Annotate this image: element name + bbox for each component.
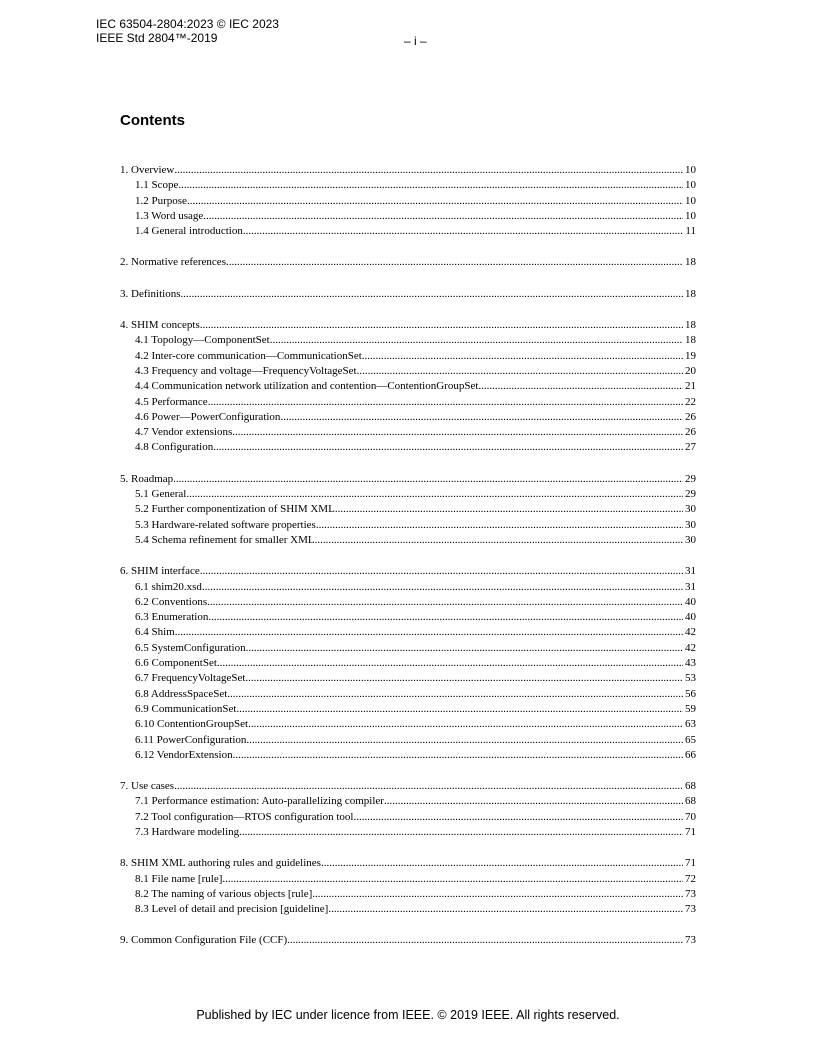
toc-entry-page: 42 bbox=[685, 626, 696, 639]
toc-entry-label: 6. SHIM interface bbox=[120, 565, 200, 578]
toc-entry-label: 6.3 Enumeration bbox=[135, 611, 209, 624]
toc-entry-label: 6.1 shim20.xsd bbox=[135, 580, 202, 593]
toc-entry[interactable] bbox=[120, 209, 696, 224]
toc-entry-label: 4.2 Inter-core communication—CommunicationSet bbox=[135, 349, 362, 362]
toc-entry[interactable] bbox=[120, 472, 696, 487]
toc-leader-dots bbox=[200, 564, 683, 579]
toc-entry-page: 21 bbox=[685, 380, 696, 393]
toc-leader-dots bbox=[246, 733, 683, 748]
toc-entry-label: 6.12 VendorExtension bbox=[135, 748, 233, 761]
toc-leader-dots bbox=[181, 287, 684, 302]
toc-leader-dots bbox=[236, 702, 683, 717]
toc-leader-dots bbox=[233, 748, 683, 763]
toc-entry-label: 6.10 ContentionGroupSet bbox=[135, 718, 249, 731]
toc-entry-page: 73 bbox=[685, 887, 696, 900]
toc-leader-dots bbox=[316, 518, 683, 533]
toc-entry[interactable] bbox=[120, 856, 696, 871]
toc-entry[interactable] bbox=[120, 595, 696, 610]
toc-entry-label: 4. SHIM concepts bbox=[120, 319, 200, 332]
toc-entry-label: 6.4 Shim bbox=[135, 626, 175, 639]
toc-entry-label: 3. Definitions bbox=[120, 287, 181, 300]
toc-entry-page: 18 bbox=[685, 319, 696, 332]
toc-entry[interactable] bbox=[120, 702, 696, 717]
toc-entry-label: 7.2 Tool configuration—RTOS configuration tool bbox=[135, 810, 354, 823]
toc-entry-page: 30 bbox=[685, 503, 696, 516]
toc-entry[interactable] bbox=[120, 502, 696, 517]
page-number: – i – bbox=[404, 34, 427, 48]
toc-leader-dots bbox=[287, 933, 683, 948]
toc-entry-label: 1.2 Purpose bbox=[135, 194, 187, 207]
page-title: Contents bbox=[120, 112, 185, 129]
toc-entry-label: 4.4 Communication network utilization and contention—ContentionGroupSet bbox=[135, 380, 479, 393]
toc-entry[interactable] bbox=[120, 255, 696, 270]
toc-leader-dots bbox=[174, 163, 683, 178]
toc-entry-label: 6.5 SystemConfiguration bbox=[135, 641, 246, 654]
toc-leader-dots bbox=[315, 533, 683, 548]
toc-leader-dots bbox=[280, 410, 683, 425]
toc-entry-page: 11 bbox=[685, 225, 696, 238]
toc-entry[interactable] bbox=[120, 224, 696, 239]
toc-entry[interactable] bbox=[120, 518, 696, 533]
toc-entry[interactable] bbox=[120, 440, 696, 455]
toc-entry-page: 56 bbox=[685, 687, 696, 700]
toc-entry-page: 68 bbox=[685, 795, 696, 808]
toc-entry-page: 26 bbox=[685, 410, 696, 423]
toc-entry[interactable] bbox=[120, 364, 696, 379]
toc-entry-label: 4.3 Frequency and voltage—FrequencyVoltageSet bbox=[135, 364, 357, 377]
toc-leader-dots bbox=[175, 625, 683, 640]
toc-entry-label: 7.3 Hardware modeling bbox=[135, 825, 240, 838]
toc-entry-page: 65 bbox=[685, 733, 696, 746]
toc-entry-label: 5.2 Further componentization of SHIM XML bbox=[135, 503, 335, 516]
toc-entry[interactable] bbox=[120, 656, 696, 671]
page-footer: Published by IEC under licence from IEEE. © 2019 IEEE. All rights reserved. bbox=[196, 1008, 620, 1022]
toc-leader-dots bbox=[203, 209, 683, 224]
toc-entry-label: 4.6 Power—PowerConfiguration bbox=[135, 410, 281, 423]
toc-entry[interactable] bbox=[120, 379, 696, 394]
toc-entry-page: 43 bbox=[685, 657, 696, 670]
toc-entry-label: 1. Overview bbox=[120, 164, 175, 176]
toc-entry-label: 8.3 Level of detail and precision [guideline] bbox=[135, 903, 329, 916]
toc-entry-label: 6.6 ComponentSet bbox=[135, 657, 217, 670]
toc-entry-page: 68 bbox=[685, 780, 696, 793]
toc-entry-page: 29 bbox=[685, 472, 696, 485]
toc-entry-page: 71 bbox=[685, 857, 696, 870]
toc-entry-page: 42 bbox=[685, 641, 696, 654]
toc-entry[interactable] bbox=[120, 318, 696, 333]
toc-entry-page: 59 bbox=[685, 702, 696, 715]
toc-entry[interactable] bbox=[120, 748, 696, 763]
toc-entry-page: 30 bbox=[685, 518, 696, 531]
toc-leader-dots bbox=[232, 425, 683, 440]
toc-entry-label: 1.3 Word usage bbox=[135, 209, 204, 222]
toc-leader-dots bbox=[174, 779, 683, 794]
toc-entry-label: 8.2 The naming of various objects [rule] bbox=[135, 887, 313, 900]
toc-entry-label: 4.7 Vendor extensions bbox=[135, 426, 233, 439]
toc-leader-dots bbox=[227, 687, 683, 702]
toc-leader-dots bbox=[173, 472, 683, 487]
toc-leader-dots bbox=[207, 595, 683, 610]
table-of-contents bbox=[120, 163, 696, 965]
toc-entry-label: 1.1 Scope bbox=[135, 179, 179, 192]
toc-leader-dots bbox=[384, 794, 683, 809]
toc-entry-label: 8.1 File name [rule] bbox=[135, 872, 223, 885]
page-header bbox=[96, 17, 279, 45]
header-standard-ieee: IEEE Std 2804™-2019 bbox=[96, 31, 218, 45]
toc-entry-page: 40 bbox=[685, 595, 696, 608]
toc-entry[interactable] bbox=[120, 687, 696, 702]
toc-entry-label: 2. Normative references bbox=[120, 256, 226, 269]
toc-entry-label: 6.11 PowerConfiguration bbox=[135, 733, 247, 746]
toc-entry-page: 10 bbox=[685, 194, 696, 207]
toc-entry-page: 27 bbox=[685, 441, 696, 454]
toc-entry[interactable] bbox=[120, 625, 696, 640]
toc-leader-dots bbox=[478, 379, 683, 394]
toc-entry-page: 26 bbox=[685, 426, 696, 439]
toc-section bbox=[120, 287, 696, 302]
toc-entry-page: 71 bbox=[685, 825, 696, 838]
toc-entry-label: 7.1 Performance estimation: Auto-parallelizing compiler bbox=[135, 795, 384, 808]
toc-entry[interactable] bbox=[120, 194, 696, 209]
toc-entry-page: 72 bbox=[685, 872, 696, 885]
toc-leader-dots bbox=[312, 887, 683, 902]
toc-leader-dots bbox=[186, 487, 683, 502]
header-standard-iec: IEC 63504-2804:2023 © IEC 2023 bbox=[96, 17, 279, 31]
toc-entry[interactable] bbox=[120, 425, 696, 440]
toc-section bbox=[120, 472, 696, 548]
toc-entry-page: 73 bbox=[685, 903, 696, 916]
toc-entry-label: 4.5 Performance bbox=[135, 395, 208, 408]
toc-entry[interactable] bbox=[120, 887, 696, 902]
toc-entry-page: 63 bbox=[685, 718, 696, 731]
toc-entry-page: 18 bbox=[685, 256, 696, 269]
toc-entry[interactable] bbox=[120, 610, 696, 625]
toc-leader-dots bbox=[362, 349, 683, 364]
toc-leader-dots bbox=[200, 318, 683, 333]
toc-section bbox=[120, 318, 696, 456]
toc-entry-label: 5.1 General bbox=[135, 488, 187, 501]
toc-entry[interactable] bbox=[120, 810, 696, 825]
toc-leader-dots bbox=[202, 580, 683, 595]
toc-leader-dots bbox=[248, 717, 683, 732]
toc-leader-dots bbox=[178, 178, 683, 193]
toc-leader-dots bbox=[226, 255, 683, 270]
toc-entry-page: 31 bbox=[685, 580, 696, 593]
toc-entry[interactable] bbox=[120, 178, 696, 193]
toc-entry[interactable] bbox=[120, 564, 696, 579]
toc-entry[interactable] bbox=[120, 671, 696, 686]
toc-entry[interactable] bbox=[120, 902, 696, 917]
toc-entry-label: 5.4 Schema refinement for smaller XML bbox=[135, 533, 315, 546]
toc-section bbox=[120, 163, 696, 239]
toc-entry-label: 5. Roadmap bbox=[120, 472, 174, 485]
toc-leader-dots bbox=[243, 224, 684, 239]
toc-leader-dots bbox=[321, 856, 683, 871]
toc-leader-dots bbox=[357, 364, 683, 379]
toc-entry[interactable] bbox=[120, 580, 696, 595]
toc-entry-label: 6.9 CommunicationSet bbox=[135, 702, 237, 715]
toc-entry-page: 31 bbox=[685, 565, 696, 578]
toc-entry-page: 30 bbox=[685, 533, 696, 546]
toc-leader-dots bbox=[353, 810, 683, 825]
toc-entry-page: 66 bbox=[685, 748, 696, 761]
toc-entry-page: 18 bbox=[685, 334, 696, 347]
toc-entry-page: 20 bbox=[685, 364, 696, 377]
toc-section bbox=[120, 255, 696, 270]
toc-entry[interactable] bbox=[120, 641, 696, 656]
toc-leader-dots bbox=[239, 825, 683, 840]
toc-leader-dots bbox=[270, 333, 683, 348]
toc-entry-page: 22 bbox=[685, 395, 696, 408]
toc-entry[interactable] bbox=[120, 349, 696, 364]
toc-entry[interactable] bbox=[120, 825, 696, 840]
toc-entry-label: 7. Use cases bbox=[120, 780, 175, 793]
toc-entry[interactable] bbox=[120, 779, 696, 794]
toc-entry-page: 73 bbox=[685, 934, 696, 947]
toc-leader-dots bbox=[335, 502, 683, 517]
toc-entry-label: 6.8 AddressSpaceSet bbox=[135, 687, 228, 700]
toc-entry-label: 6.7 FrequencyVoltageSet bbox=[135, 672, 246, 685]
toc-entry-page: 10 bbox=[685, 179, 696, 192]
toc-entry-label: 4.1 Topology—ComponentSet bbox=[135, 334, 270, 347]
toc-entry-page: 70 bbox=[685, 810, 696, 823]
toc-entry[interactable] bbox=[120, 794, 696, 809]
toc-entry-label: 1.4 General introduction bbox=[135, 225, 243, 238]
toc-entry-label: 6.2 Conventions bbox=[135, 595, 208, 608]
toc-entry-page: 10 bbox=[685, 164, 696, 176]
toc-entry-page: 10 bbox=[685, 209, 696, 222]
toc-leader-dots bbox=[217, 656, 683, 671]
toc-entry-label: 5.3 Hardware-related software properties bbox=[135, 518, 316, 531]
toc-leader-dots bbox=[208, 610, 683, 625]
toc-leader-dots bbox=[245, 671, 683, 686]
toc-entry[interactable] bbox=[120, 872, 696, 887]
toc-leader-dots bbox=[187, 194, 683, 209]
toc-entry[interactable] bbox=[120, 487, 696, 502]
toc-leader-dots bbox=[222, 872, 683, 887]
toc-entry-page: 18 bbox=[685, 287, 696, 300]
toc-section bbox=[120, 856, 696, 917]
toc-entry-label: 4.8 Configuration bbox=[135, 441, 214, 454]
toc-section bbox=[120, 933, 696, 948]
toc-entry-page: 29 bbox=[685, 488, 696, 501]
toc-entry[interactable] bbox=[120, 395, 696, 410]
toc-entry[interactable] bbox=[120, 933, 696, 948]
toc-entry[interactable] bbox=[120, 717, 696, 732]
toc-entry[interactable] bbox=[120, 733, 696, 748]
toc-entry-page: 19 bbox=[685, 349, 696, 362]
toc-entry[interactable] bbox=[120, 287, 696, 302]
toc-entry[interactable] bbox=[120, 410, 696, 425]
toc-entry[interactable] bbox=[120, 333, 696, 348]
toc-leader-dots bbox=[213, 440, 683, 455]
toc-leader-dots bbox=[246, 641, 683, 656]
toc-entry-label: 8. SHIM XML authoring rules and guidelines bbox=[120, 857, 321, 870]
toc-entry-page: 40 bbox=[685, 611, 696, 624]
toc-section bbox=[120, 564, 696, 763]
toc-entry-page: 53 bbox=[685, 672, 696, 685]
toc-leader-dots bbox=[328, 902, 683, 917]
toc-entry[interactable] bbox=[120, 163, 696, 178]
toc-entry-label: 9. Common Configuration File (CCF) bbox=[120, 934, 288, 947]
toc-entry[interactable] bbox=[120, 533, 696, 548]
toc-leader-dots bbox=[208, 395, 683, 410]
toc-section bbox=[120, 779, 696, 840]
